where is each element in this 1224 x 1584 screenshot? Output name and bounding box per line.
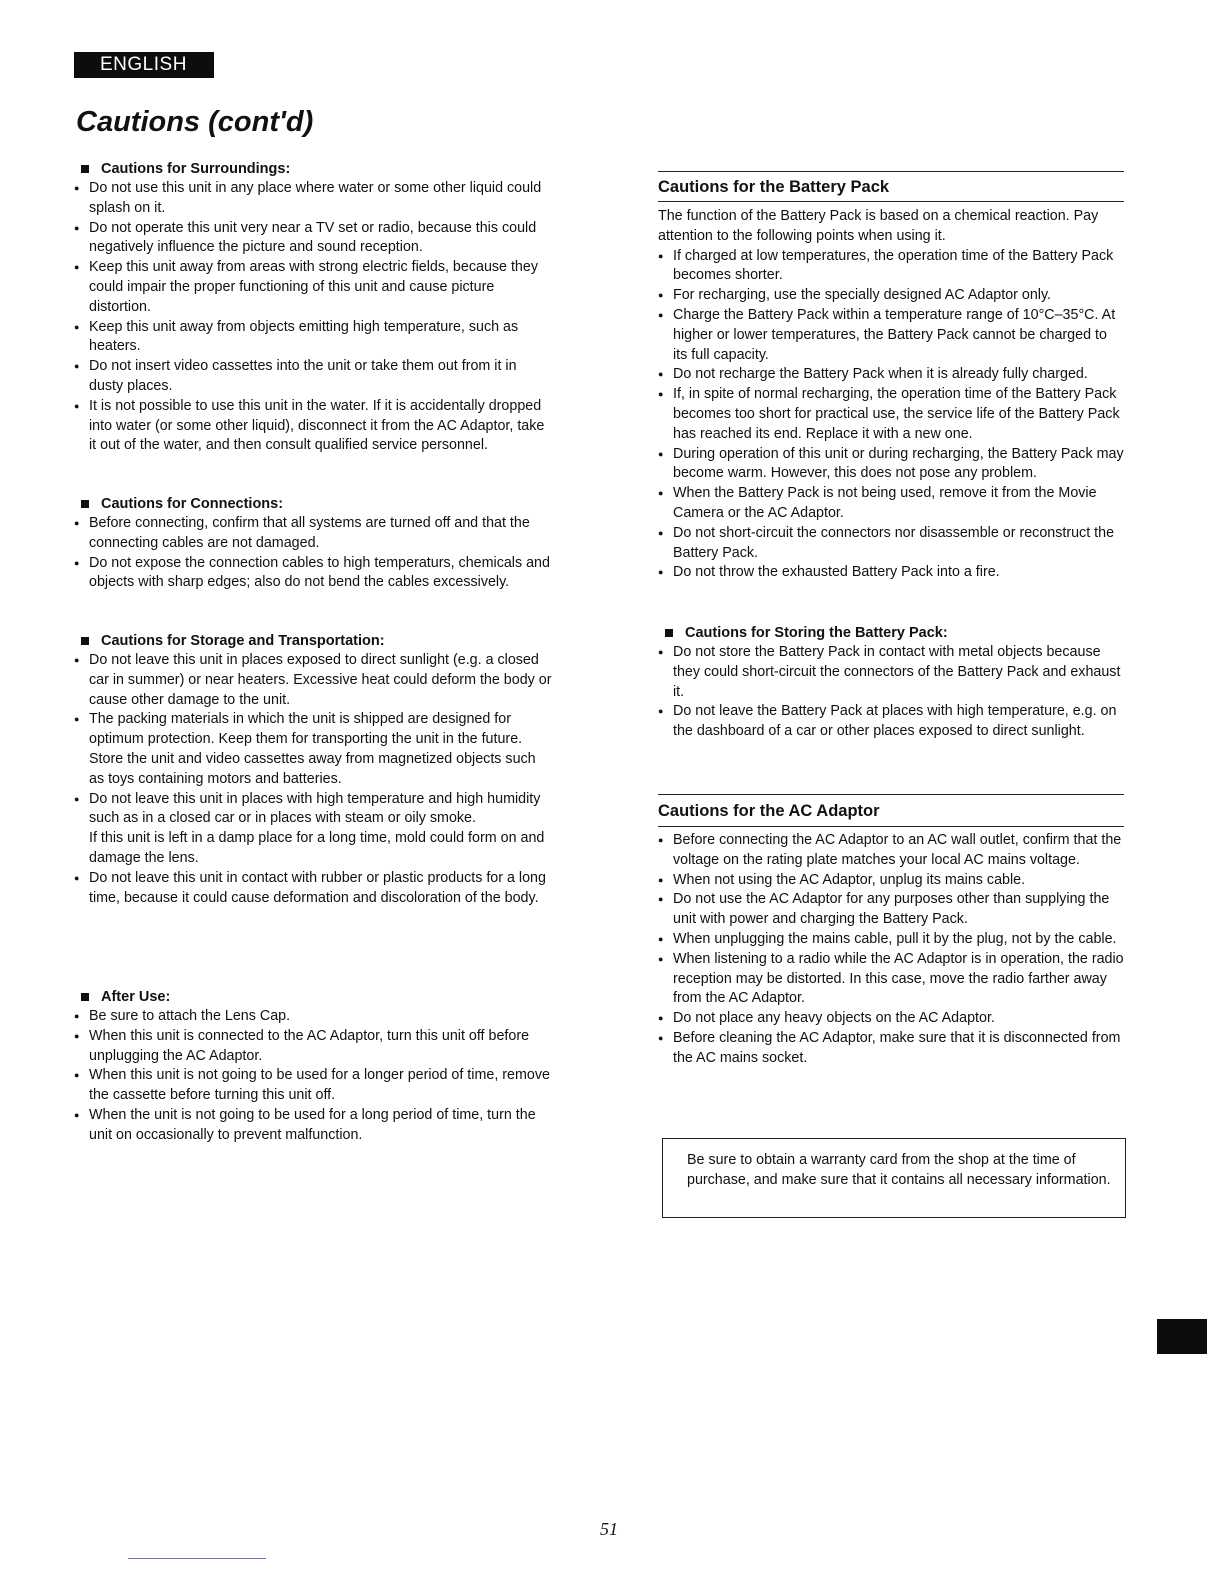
list-item: ● During operation of this unit or during recharging, the Battery Pack may become warm. However, this does not pose any problem. (658, 445, 1124, 485)
list-item: ● When listening to a radio while the AC Adaptor is in operation, the radio reception may be distorted. In this case, move the radio farther away from the AC Adaptor. (658, 950, 1124, 1009)
list-item: ● The packing materials in which the unit is shipped are designed for optimum protection. Keep them for transporting the unit in the future. (74, 710, 554, 750)
page-number: 51 (600, 1519, 618, 1539)
list-item: ● It is not possible to use this unit in the water. If it is accidentally dropped into water (or some other liquid), disconnect it from the AC Adaptor, take it out of the water, and then consult qualified service personnel. (74, 397, 554, 456)
storage-note: Store the unit and video cassettes away from magnetized objects such as toys containing motors and batteries. (89, 750, 536, 787)
storage-list-cont (74, 869, 554, 909)
storage-list (74, 651, 554, 750)
square-bullet-icon (81, 993, 89, 1001)
page-title: Cautions (cont'd) (76, 106, 314, 138)
list-item: ● Keep this unit away from objects emitting high temperature, such as heaters. (74, 318, 554, 358)
storing-battery-section (658, 623, 1124, 742)
page-tab-marker (1157, 1319, 1207, 1354)
after-use-list (74, 1007, 554, 1146)
after-use-section (74, 987, 554, 1146)
storing-battery-heading: Cautions for Storing the Battery Pack: (658, 623, 1124, 643)
ac-adaptor-section (658, 799, 1124, 823)
list-item: ● Before cleaning the AC Adaptor, make sure that it is disconnected from the AC mains socket. (658, 1029, 1124, 1069)
list-item: ● Do not leave this unit in places with high temperature and high humidity such as in a closed car or in places with steam or oily smoke. (74, 790, 554, 830)
list-item: ● Do not place any heavy objects on the AC Adaptor. (658, 1009, 1124, 1029)
list-item: ● When this unit is not going to be used for a longer period of time, remove the cassette before turning this unit off. (74, 1066, 554, 1106)
list-item: ● Before connecting the AC Adaptor to an AC wall outlet, confirm that the voltage on the rating plate matches your local AC mains voltage. (658, 831, 1124, 871)
storing-battery-list (658, 643, 1124, 742)
divider (658, 794, 1124, 795)
language-tab: ENGLISH (74, 52, 214, 78)
battery-list (658, 247, 1124, 584)
surroundings-list (74, 179, 554, 456)
list-item: ● Do not insert video cassettes into the unit or take them out from it in dusty places. (74, 357, 554, 397)
square-bullet-icon (665, 629, 673, 637)
warranty-note-box: Be sure to obtain a warranty card from the shop at the time of purchase, and make sure that it contains all necessary information. (662, 1138, 1126, 1218)
battery-section (658, 175, 1124, 199)
ac-adaptor-body (658, 831, 1124, 1069)
list-item: ● Do not store the Battery Pack in contact with metal objects because they could short-circuit the connectors of the Battery Pack and exhaust it. (658, 643, 1124, 702)
list-item: ● When not using the AC Adaptor, unplug its mains cable. (658, 871, 1124, 891)
battery-body (658, 207, 1124, 583)
list-item: ● Do not leave the Battery Pack at places with high temperature, e.g. on the dashboard of a car or other places exposed to direct sunlight. (658, 702, 1124, 742)
connections-list (74, 514, 554, 593)
surroundings-section (74, 159, 554, 456)
storage-heading: Cautions for Storage and Transportation: (74, 631, 554, 651)
connections-section (74, 494, 554, 593)
battery-heading: Cautions for the Battery Pack (658, 178, 890, 196)
list-item: ● If charged at low temperatures, the operation time of the Battery Pack becomes shorter. (658, 247, 1124, 287)
list-item: ● Do not recharge the Battery Pack when it is already fully charged. (658, 365, 1124, 385)
square-bullet-icon (81, 165, 89, 173)
surroundings-heading: Cautions for Surroundings: (74, 159, 554, 179)
footer-rule (128, 1558, 266, 1559)
list-item: ● Be sure to attach the Lens Cap. (74, 1007, 554, 1027)
list-item: ● Do not leave this unit in places exposed to direct sunlight (e.g. a closed car in summer) or near heaters. Excessive heat could deform the body or cause other damage to the unit. (74, 651, 554, 710)
list-item: ● Charge the Battery Pack within a temperature range of 10°C–35°C. At higher or lower temperatures, the Battery Pack cannot be charged to its full capacity. (658, 306, 1124, 365)
storage-list-cont (74, 790, 554, 830)
divider (658, 171, 1124, 172)
list-item: ● Do not throw the exhausted Battery Pack into a fire. (658, 563, 1124, 583)
storage-note: If this unit is left in a damp place for a long time, mold could form on and damage the lens. (89, 830, 545, 866)
list-item: ● Before connecting, confirm that all systems are turned off and that the connecting cables are not damaged. (74, 514, 554, 554)
square-bullet-icon (81, 500, 89, 508)
list-item: ● Keep this unit away from areas with strong electric fields, because they could impair the proper functioning of this unit and cause picture distortion. (74, 258, 554, 317)
connections-heading: Cautions for Connections: (74, 494, 554, 514)
list-item: ● When the Battery Pack is not being used, remove it from the Movie Camera or the AC Adaptor. (658, 484, 1124, 524)
list-item: ● Do not use this unit in any place where water or some other liquid could splash on it. (74, 179, 554, 219)
battery-intro: The function of the Battery Pack is based on a chemical reaction. Pay attention to the following points when using it. (658, 208, 1099, 244)
list-item: ● Do not expose the connection cables to high temperaturs, chemicals and objects with sharp edges; also do not bend the cables excessively. (74, 554, 554, 594)
list-item: ● Do not operate this unit very near a TV set or radio, because this could negatively influence the picture and sound reception. (74, 219, 554, 259)
list-item: ● When unplugging the mains cable, pull it by the plug, not by the cable. (658, 930, 1124, 950)
ac-adaptor-heading: Cautions for the AC Adaptor (658, 802, 880, 820)
list-item: ● Do not short-circuit the connectors nor disassemble or reconstruct the Battery Pack. (658, 524, 1124, 564)
after-use-heading: After Use: (74, 987, 554, 1007)
list-item: ● Do not leave this unit in contact with rubber or plastic products for a long time, because it could cause deformation and discoloration of the body. (74, 869, 554, 909)
divider (658, 201, 1124, 202)
list-item: ● When the unit is not going to be used for a long period of time, turn the unit on occasionally to prevent malfunction. (74, 1106, 554, 1146)
list-item: ● Do not use the AC Adaptor for any purposes other than supplying the unit with power and charging the Battery Pack. (658, 890, 1124, 930)
list-item: ● When this unit is connected to the AC Adaptor, turn this unit off before unplugging the AC Adaptor. (74, 1027, 554, 1067)
square-bullet-icon (81, 637, 89, 645)
list-item: ● If, in spite of normal recharging, the operation time of the Battery Pack becomes too short for practical use, the service life of the Battery Pack has reached its end. Replace it with a new one. (658, 385, 1124, 444)
ac-adaptor-list (658, 831, 1124, 1069)
divider (658, 826, 1124, 827)
list-item: ● For recharging, use the specially designed AC Adaptor only. (658, 286, 1124, 306)
storage-section (74, 631, 554, 908)
